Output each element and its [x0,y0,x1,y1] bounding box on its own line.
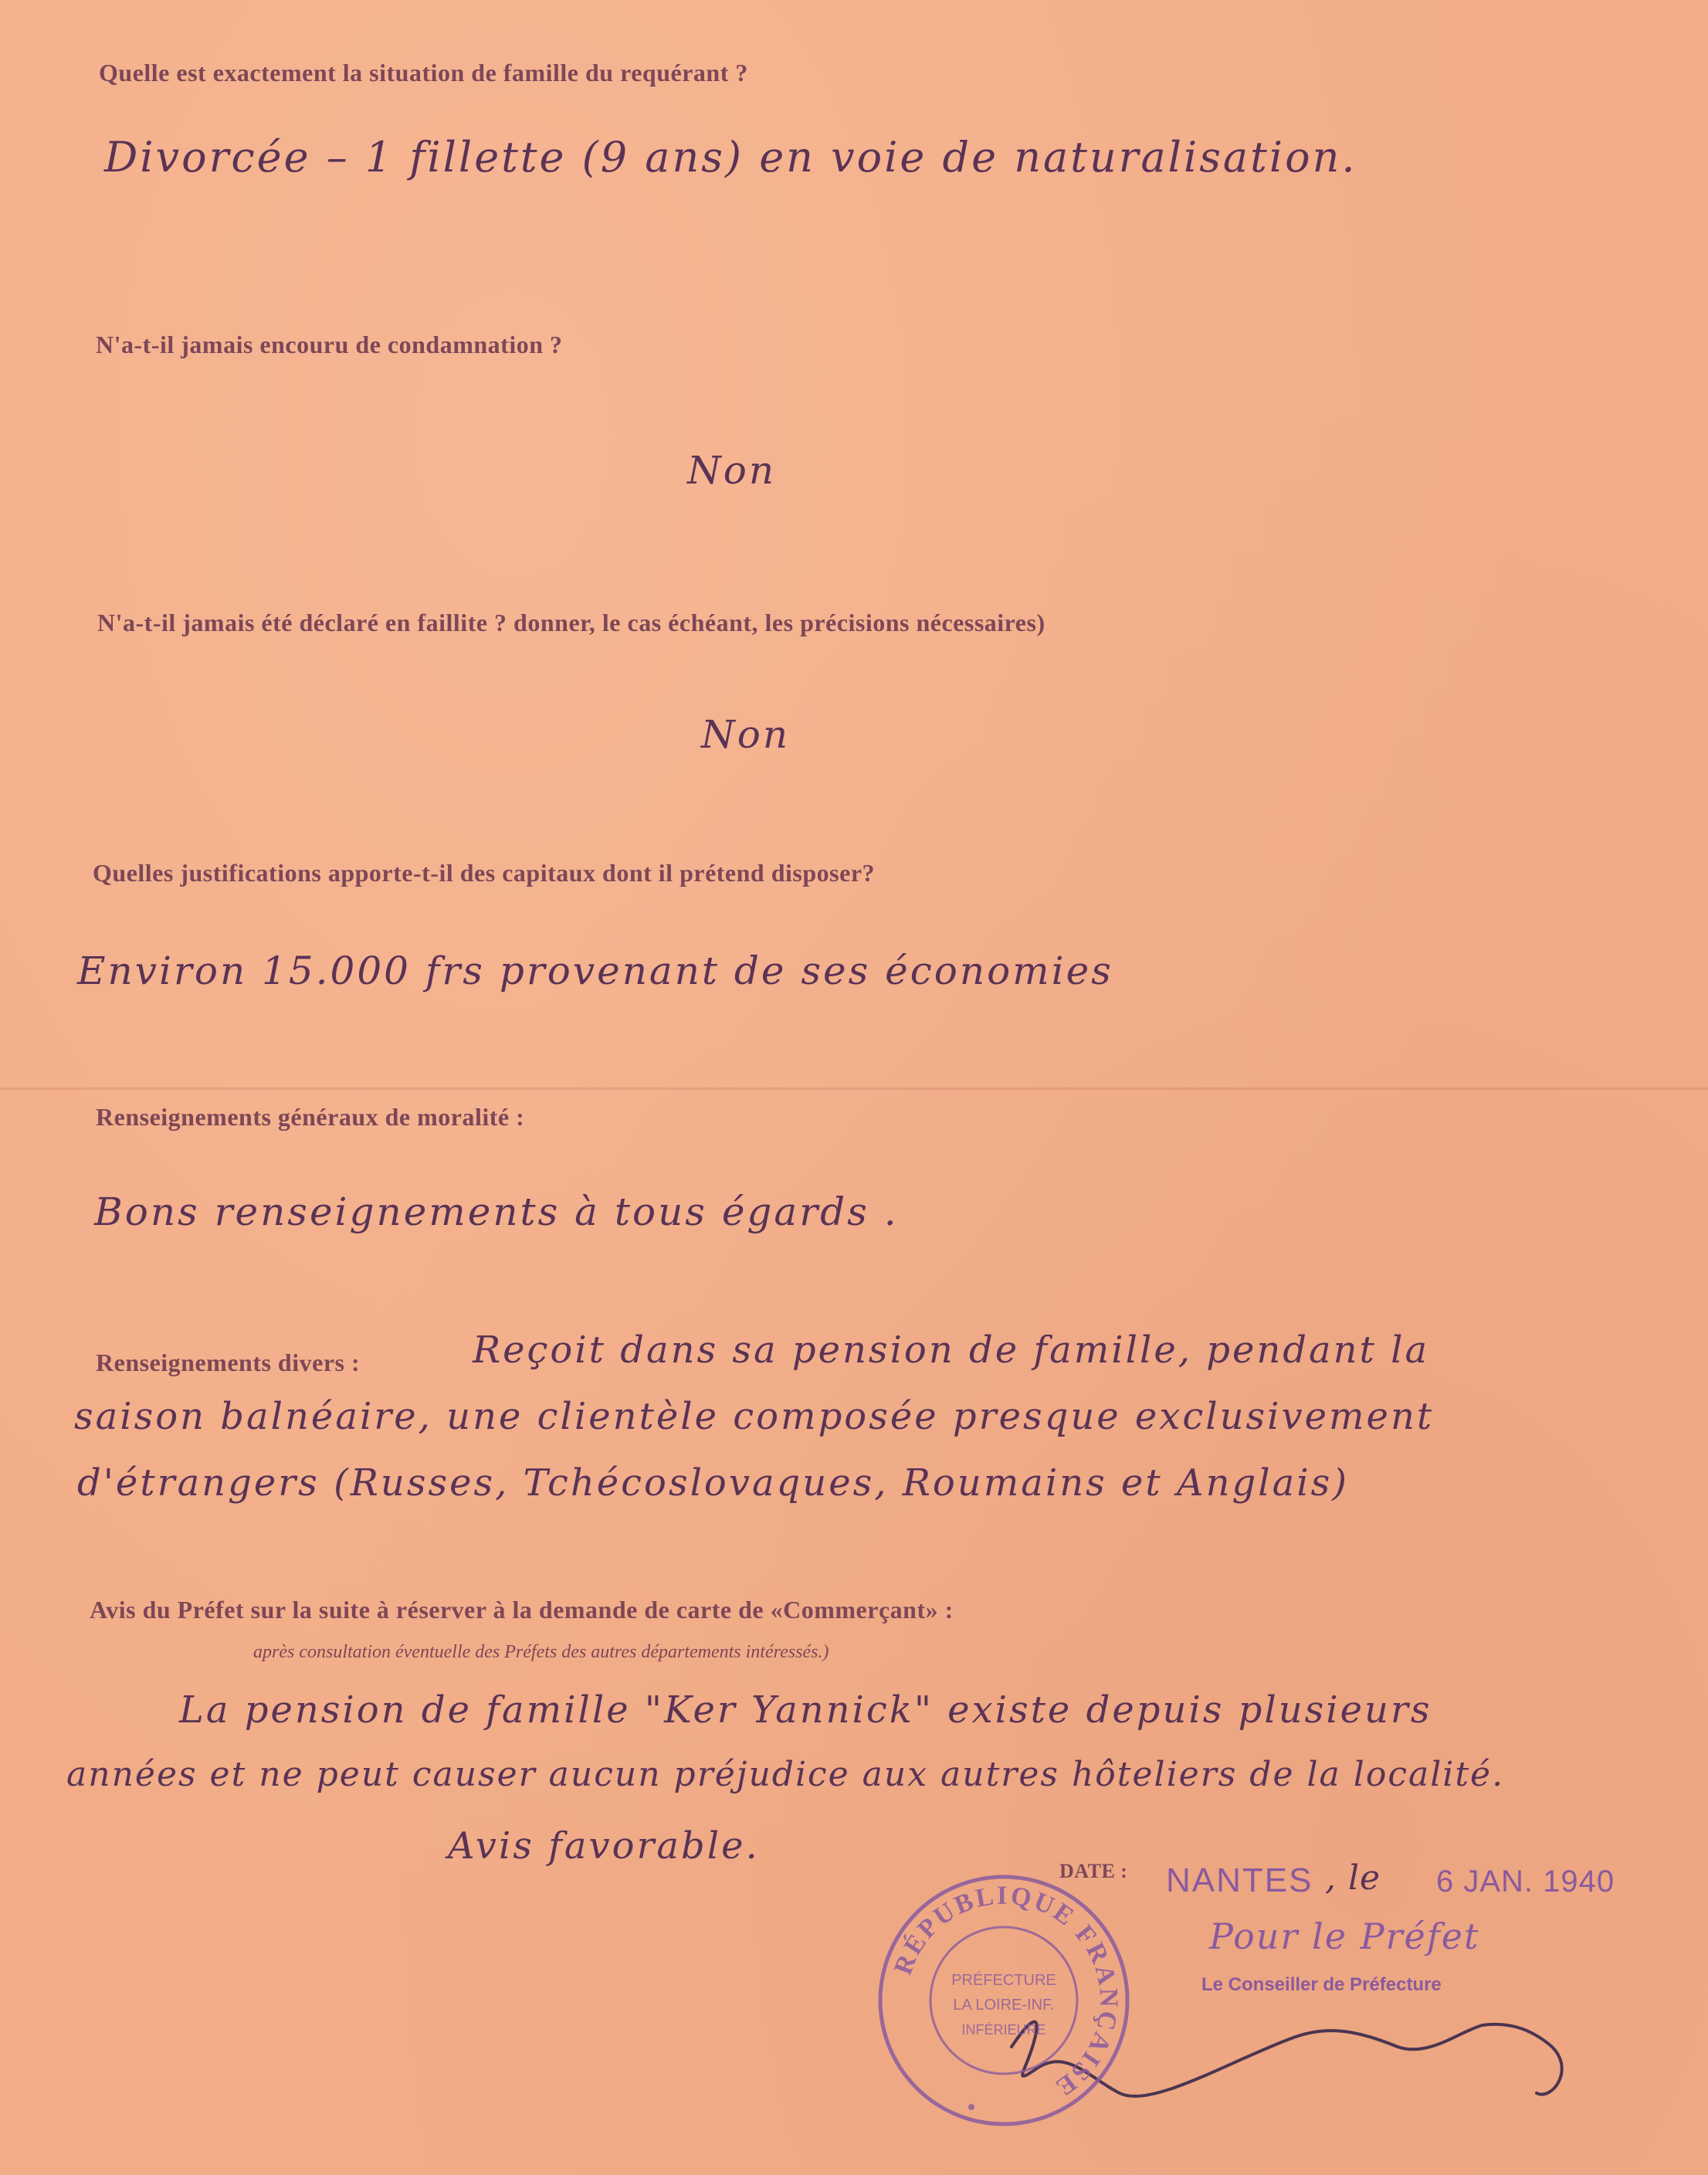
svg-text:LA LOIRE-INF.: LA LOIRE-INF. [953,1997,1055,2014]
date-le: , le [1325,1858,1381,1898]
answer-misc-line-2: saison balnéaire, une clientèle composée presque exclusivement [74,1395,1435,1438]
question-capital: Quelles justifications apporte-t-il des capitaux dont il prétend disposer? [93,859,876,887]
question-prefect-opinion-note: après consultation éventuelle des Préfets des autres départements intéressés.) [253,1642,829,1662]
answer-prefect-line-1: La pension de famille "Ker Yannick" existe depuis plusieurs [179,1688,1432,1732]
pour-le-prefet-stamp: Pour le Préfet [1209,1915,1480,1957]
answer-bankruptcy: Non [701,712,791,757]
question-misc: Renseignements divers : [96,1349,361,1376]
svg-text:PRÉFECTURE: PRÉFECTURE [951,1972,1056,1989]
svg-text:RÉPUBLIQUE FRANÇAISE: RÉPUBLIQUE FRANÇAISE [889,1881,1123,2103]
date-place-stamp: NANTES [1166,1861,1313,1899]
question-prefect-opinion: Avis du Préfet sur la suite à réserver à la demande de carte de «Commerçant» : [90,1596,954,1624]
svg-text:INFÉRIEURE: INFÉRIEURE [961,2022,1046,2038]
question-morality: Renseignements généraux de moralité : [96,1103,525,1131]
answer-morality: Bons renseignements à tous égards . [94,1189,899,1234]
answer-family-situation: Divorcée – 1 fillette (9 ans) en voie de naturalisation. [104,133,1357,182]
paper-fold [0,1088,1708,1090]
answer-prefect-line-3: Avis favorable. [448,1824,760,1868]
answer-misc-line-3: d'étrangers (Russes, Tchécoslovaques, Roumains et Anglais) [77,1461,1349,1505]
answer-prefect-line-2: années et ne peut causer aucun préjudice aux autres hôteliers de la localité. [66,1755,1505,1794]
date-label: DATE : [1059,1860,1128,1882]
question-condemnation: N'a-t-il jamais encouru de condamnation ? [96,331,563,358]
date-value-stamp: 6 JAN. 1940 [1436,1865,1615,1898]
answer-capital: Environ 15.000 frs provenant de ses économies [77,948,1113,993]
question-bankruptcy: N'a-t-il jamais été déclaré en faillite ? donner, le cas échéant, les précisions nécessaires) [97,609,1045,636]
answer-misc-line-1: Reçoit dans sa pension de famille, pendant la [473,1328,1430,1372]
official-seal [873,1869,1135,2132]
answer-condemnation: Non [687,448,777,493]
conseiller-stamp: Le Conseiller de Préfecture [1201,1974,1442,1995]
question-family-situation: Quelle est exactement la situation de famille du requérant ? [99,59,748,87]
